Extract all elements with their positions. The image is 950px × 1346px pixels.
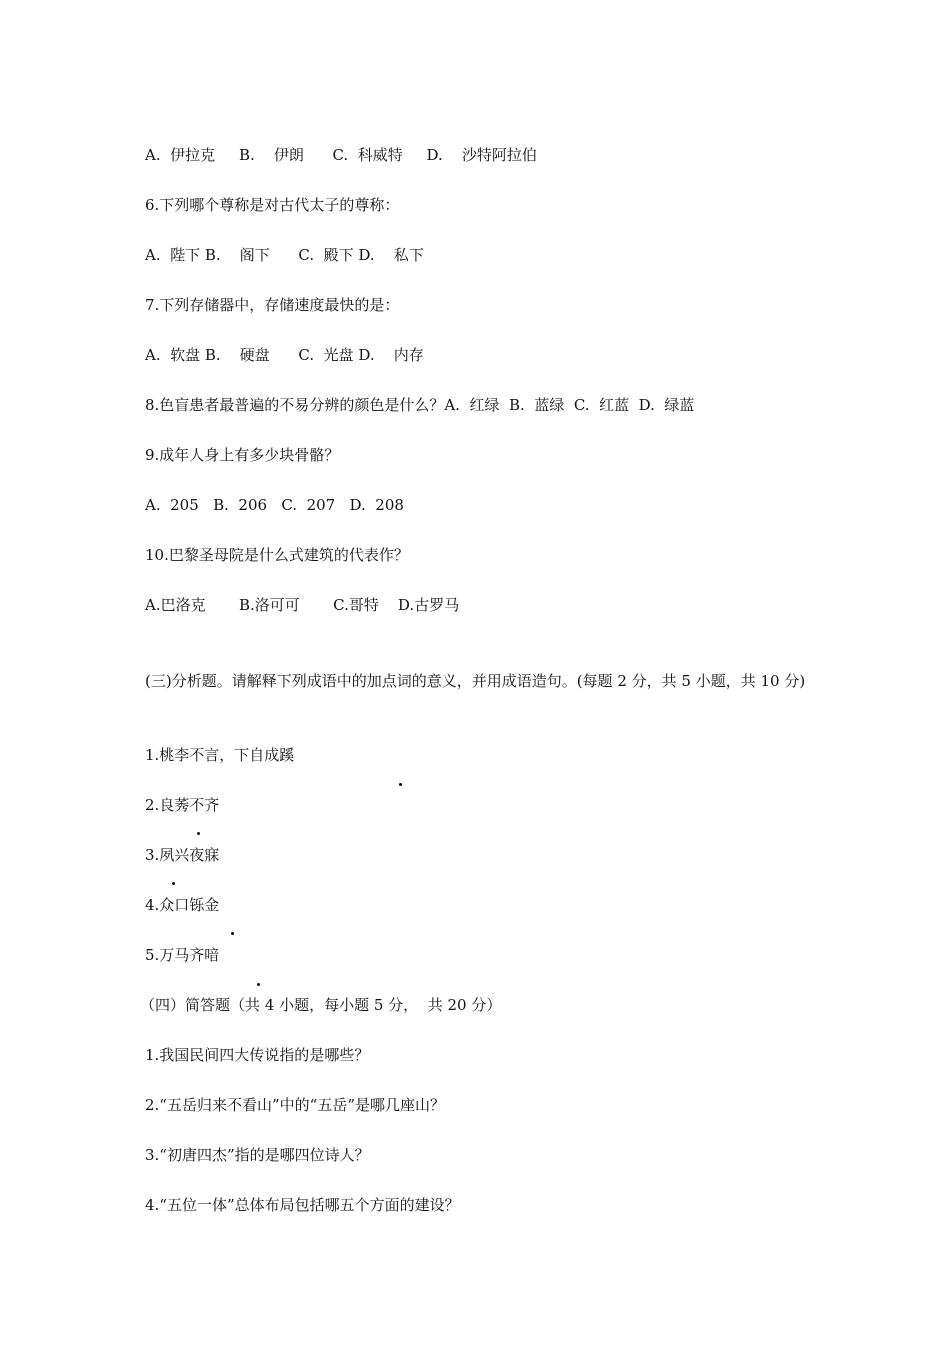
question-7: 7.下列存储器中，存储速度最快的是： [145, 296, 400, 314]
question-10: 10.巴黎圣母院是什么式建筑的代表作？ [145, 546, 409, 564]
question-9-options: A. 205 B. 206 C. 207 D. 208 [145, 496, 404, 514]
idiom-3: 3.夙兴夜寐 [145, 846, 220, 864]
emphasis-dot [399, 783, 402, 786]
short-question-2: 2.“五岳归来不看山”中的“五岳”是哪几座山？ [145, 1096, 445, 1114]
idiom-1: 1.桃李不言，下自成蹊 [145, 746, 295, 764]
idiom-5: 5.万马齐喑 [145, 946, 220, 964]
emphasis-dot [231, 932, 234, 935]
question-5-options: A. 伊拉克 B. 伊朗 C. 科威特 D. 沙特阿拉伯 [145, 146, 537, 164]
section-3-heading: (三)分析题。请解释下列成语中的加点词的意义，并用成语造句。(每题 2 分，共 5 小题，共 10 分) [145, 672, 806, 690]
question-8: 8.色盲患者最普遍的不易分辨的颜色是什么？A. 红绿 B. 蓝绿 C. 红蓝 D. 绿蓝 [145, 396, 695, 414]
emphasis-dot [197, 832, 200, 835]
question-10-options: A.巴洛克 B.洛可可 C.哥特 D.古罗马 [145, 596, 460, 614]
question-6: 6.下列哪个尊称是对古代太子的尊称： [145, 196, 400, 214]
short-question-3: 3.“初唐四杰”指的是哪四位诗人？ [145, 1146, 370, 1164]
section-4-heading: （四）简答题（共 4 小题，每小题 5 分， 共 20 分） [140, 996, 502, 1014]
question-6-options: A. 陛下 B. 阁下 C. 殿下 D. 私下 [145, 246, 424, 264]
emphasis-dot [257, 983, 260, 986]
idiom-2: 2.良莠不齐 [145, 796, 220, 814]
question-9: 9.成年人身上有多少块骨骼？ [145, 446, 340, 464]
question-7-options: A. 软盘 B. 硬盘 C. 光盘 D. 内存 [145, 346, 424, 364]
emphasis-dot [172, 882, 175, 885]
idiom-4: 4.众口铄金 [145, 896, 220, 914]
short-question-1: 1.我国民间四大传说指的是哪些？ [145, 1046, 370, 1064]
short-question-4: 4.“五位一体”总体布局包括哪五个方面的建设？ [145, 1196, 460, 1214]
